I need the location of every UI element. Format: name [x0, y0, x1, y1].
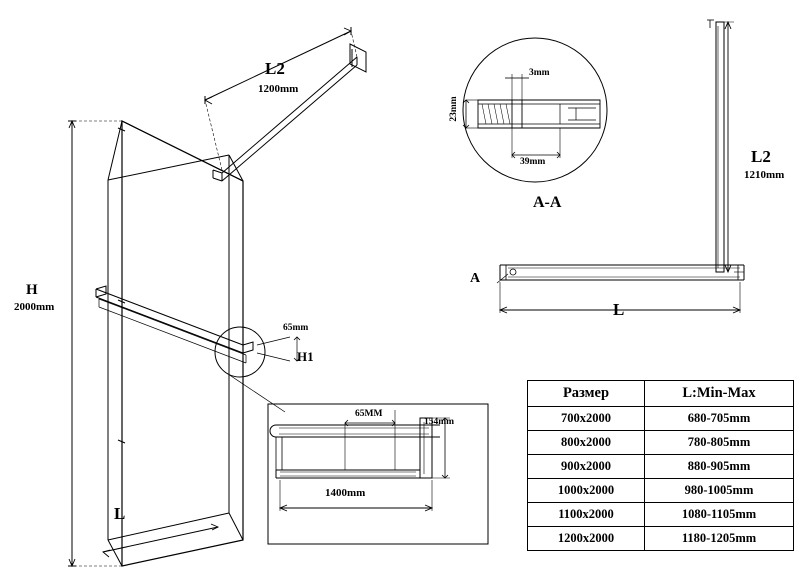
label-154mm: 154mm	[424, 417, 455, 427]
table-row	[528, 527, 794, 551]
label-23mm: 23mm	[449, 96, 460, 122]
table-header-row	[528, 381, 794, 407]
cell-size: 700x2000	[528, 407, 645, 431]
cell-range: 880-905mm	[645, 455, 794, 479]
label-l2-right: L2	[751, 147, 771, 166]
label-l-right: L	[613, 300, 625, 319]
cell-size: 1200x2000	[528, 527, 645, 551]
label-l2-top-value: 1200mm	[258, 83, 299, 95]
label-3mm: 3mm	[529, 68, 550, 78]
label-65mm: 65mm	[283, 323, 309, 333]
label-h-value: 2000mm	[14, 301, 55, 313]
label-65mm-detail: 65ММ	[355, 409, 383, 419]
cell-size: 900x2000	[528, 455, 645, 479]
table-row	[528, 455, 794, 479]
table-row	[528, 407, 794, 431]
cell-range: 1080-1105mm	[645, 503, 794, 527]
label-l2-top: L2	[265, 59, 285, 78]
table-row	[528, 503, 794, 527]
size-spec-table	[527, 380, 794, 551]
table-row	[528, 479, 794, 503]
label-l2-right-value: 1210mm	[744, 169, 785, 181]
label-l-bottom-left: L	[114, 504, 126, 523]
label-h1: H1	[297, 349, 314, 364]
label-h: H	[26, 282, 38, 298]
label-section-a: A	[470, 271, 481, 286]
cell-range: 680-705mm	[645, 407, 794, 431]
cell-size: 1000x2000	[528, 479, 645, 503]
table-header-lminmax: L:Min-Max	[645, 381, 794, 407]
label-section-aa: A-A	[533, 194, 562, 211]
cell-range: 1180-1205mm	[645, 527, 794, 551]
table-row	[528, 431, 794, 455]
cell-range: 780-805mm	[645, 431, 794, 455]
cell-size: 800x2000	[528, 431, 645, 455]
label-1400mm: 1400mm	[325, 487, 366, 499]
cell-range: 980-1005mm	[645, 479, 794, 503]
cell-size: 1100x2000	[528, 503, 645, 527]
label-39mm: 39mm	[520, 157, 546, 167]
table-header-size: Размер	[528, 381, 645, 407]
